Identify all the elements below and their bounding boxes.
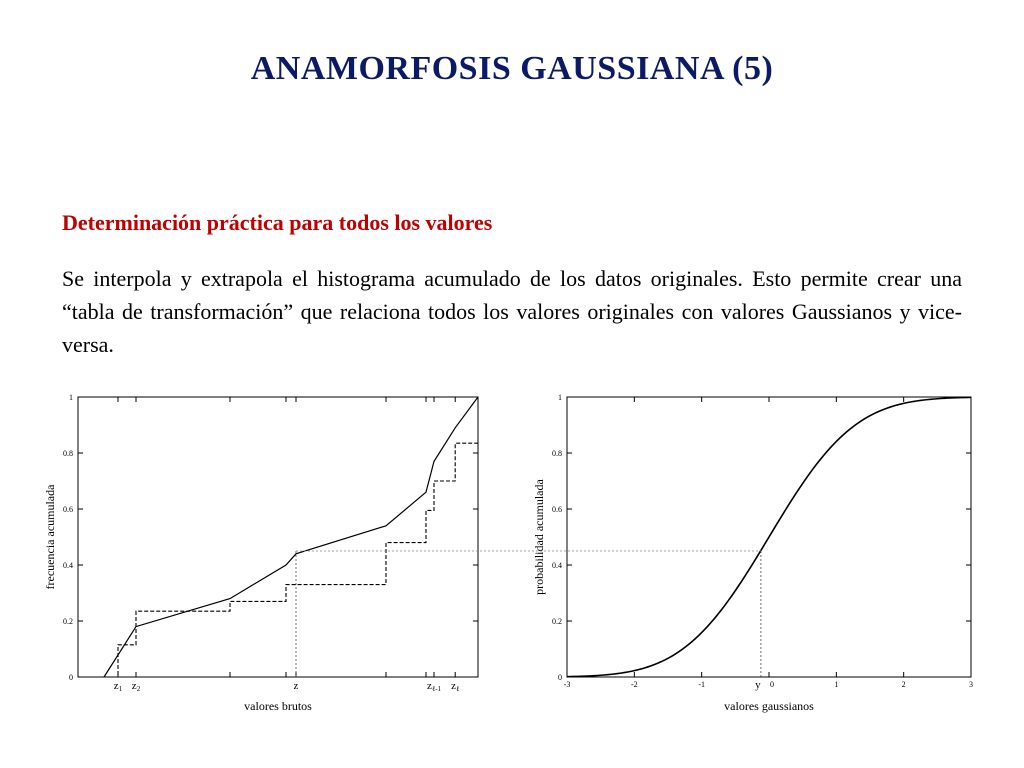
y-tick-label: 0.4: [63, 561, 73, 570]
chart-gaussian-values: [512, 380, 1024, 720]
y-tick-label: 0: [558, 673, 562, 682]
y-tick-label: 1: [558, 393, 562, 402]
y-tick-label: 0.2: [63, 617, 73, 626]
interpolated-curve: [104, 397, 478, 677]
y-tick-label: 0.6: [552, 505, 562, 514]
y-tick-label: 0.2: [552, 617, 562, 626]
x-tick-label: 2: [901, 680, 906, 689]
chart-raw-values: [0, 380, 512, 720]
x-tick-label: -1: [698, 680, 706, 689]
x-tick-label: z2: [131, 680, 141, 693]
x-axis-label: valores gaussianos: [724, 699, 814, 713]
x-tick-label: -3: [563, 680, 571, 689]
y-axis-label: frecuencia acumulada: [43, 484, 57, 590]
y-tick-label: 0: [69, 673, 73, 682]
x-tick-label: zℓ-1: [426, 680, 442, 693]
y-tick-label: 0.8: [63, 449, 73, 458]
slide-subtitle: Determinación práctica para todos los valores: [62, 210, 493, 235]
x-tick-label: zℓ: [451, 680, 460, 693]
slide-paragraph: Se interpola y extrapola el histograma acumulado de los datos originales. Esto permite crear una “tabla de transformación” que relaciona todos los valores originales con valores Gaussianos y vice-versa.: [62, 266, 962, 357]
x-tick-label: -2: [630, 680, 638, 689]
x-tick-label: 0: [770, 680, 774, 689]
y-axis-label: probabilidad acumulada: [532, 479, 546, 595]
x-tick-label: 1: [834, 680, 839, 689]
plot-frame: [78, 397, 478, 677]
x-tick-label: z: [293, 680, 299, 692]
y-tick-label: 0.6: [63, 505, 73, 514]
guide-value-label: y: [755, 679, 761, 691]
y-tick-label: 1: [69, 393, 73, 402]
x-axis-label: valores brutos: [244, 699, 312, 713]
slide-title: ANAMORFOSIS GAUSSIANA (5): [250, 50, 774, 87]
normal-cdf-curve: [567, 397, 971, 676]
x-tick-label: z1: [113, 680, 123, 693]
y-tick-label: 0.8: [552, 449, 562, 458]
cumulative-histogram-step: [78, 443, 478, 677]
y-tick-label: 0.4: [552, 561, 562, 570]
x-tick-label: 3: [969, 680, 973, 689]
